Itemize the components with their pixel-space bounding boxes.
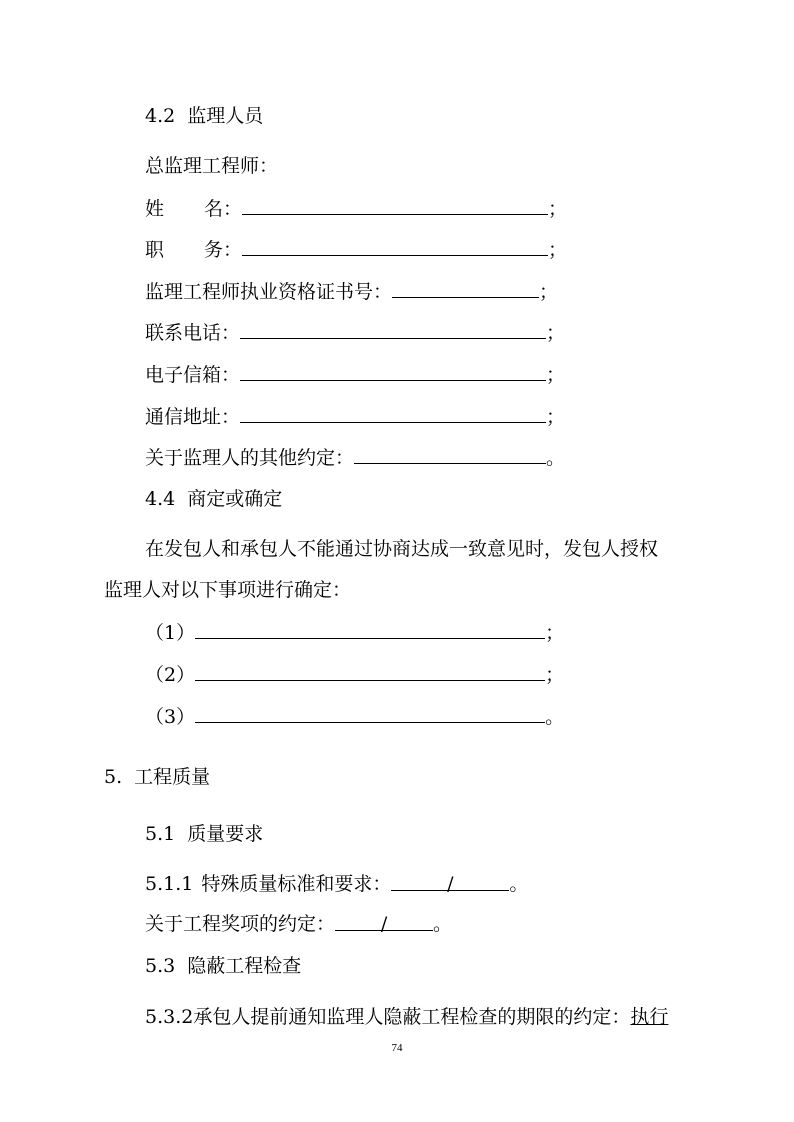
semicolon: ； <box>548 198 568 220</box>
section-5-1-1-row <box>145 872 528 896</box>
section-number: 4.4 <box>145 488 176 510</box>
item-end: ； <box>545 622 565 644</box>
semicolon: ； <box>546 364 566 386</box>
chief-supervisor-label: 总监理工程师： <box>145 155 279 177</box>
address-row <box>145 404 565 429</box>
address-label: 通信地址： <box>145 406 241 428</box>
item-number: （1） <box>145 622 196 644</box>
cert-field[interactable] <box>392 279 539 298</box>
other-label: 关于监理人的其他约定： <box>145 447 355 469</box>
item-number: （3） <box>145 706 196 728</box>
section-title: 质量要求 <box>187 823 264 845</box>
address-field[interactable] <box>240 404 546 423</box>
cert-label: 监理工程师执业资格证书号： <box>145 281 393 303</box>
award-row <box>145 912 452 936</box>
award-label: 关于工程奖项的约定： <box>145 913 336 935</box>
list-item-1 <box>145 620 564 645</box>
post-label-a: 职 <box>145 239 165 261</box>
semicolon: ； <box>539 281 559 303</box>
name-label-a: 姓 <box>145 198 165 220</box>
phone-row <box>145 320 565 345</box>
email-label: 电子信箱： <box>145 364 241 386</box>
period: 。 <box>433 913 453 935</box>
item-end: 。 <box>545 706 565 728</box>
section-4-2-heading <box>145 104 263 128</box>
section-5-3-heading <box>145 954 301 978</box>
semicolon: ； <box>546 406 566 428</box>
list-item-2 <box>145 662 564 687</box>
section-title: 商定或确定 <box>187 488 283 510</box>
quality-field[interactable] <box>391 872 509 895</box>
item-number: （2） <box>145 664 196 686</box>
post-row <box>145 237 567 262</box>
section-number: 5.1 <box>145 823 176 845</box>
section-title: 监理人员 <box>187 105 264 127</box>
item-field[interactable] <box>195 620 545 639</box>
award-field[interactable] <box>335 912 433 935</box>
section-number: 5.3.2 <box>145 1006 194 1028</box>
section-5-heading <box>104 765 210 789</box>
award-value: / <box>380 913 388 935</box>
phone-label: 联系电话： <box>145 322 241 344</box>
semicolon: ； <box>548 239 568 261</box>
section-5-3-2-row <box>145 1005 668 1029</box>
other-field[interactable] <box>354 445 546 464</box>
page-number: 74 <box>391 1042 403 1054</box>
post-field[interactable] <box>242 237 548 256</box>
email-row <box>145 362 565 387</box>
section-title: 隐蔽工程检查 <box>187 955 302 977</box>
quality-label: 特殊质量标准和要求： <box>201 873 392 895</box>
paragraph-line-1: 在发包人和承包人不能通过协商达成一致意见时，发包人授权 <box>145 538 659 560</box>
name-label-b: 名： <box>204 198 243 220</box>
paragraph-line-2: 监理人对以下事项进行确定： <box>104 579 352 601</box>
section-number: 4.2 <box>145 105 176 127</box>
item-end: ； <box>545 664 565 686</box>
email-field[interactable] <box>240 362 546 381</box>
semicolon: ； <box>546 322 566 344</box>
section-title: 工程质量 <box>134 766 211 788</box>
phone-field[interactable] <box>240 320 546 339</box>
section-number: 5.1.1 <box>145 873 194 895</box>
item-field[interactable] <box>195 662 545 681</box>
item-field[interactable] <box>195 704 545 723</box>
notice-tail: 执行 <box>630 1006 669 1028</box>
post-label-b: 务： <box>204 239 243 261</box>
list-item-3 <box>145 704 564 729</box>
name-field[interactable] <box>242 196 548 215</box>
name-row <box>145 196 567 221</box>
section-number: 5. <box>104 766 123 788</box>
period: 。 <box>509 873 529 895</box>
period: 。 <box>546 447 566 469</box>
section-number: 5.3 <box>145 955 176 977</box>
quality-value: / <box>447 873 454 895</box>
section-4-4-heading <box>145 487 282 511</box>
notice-label: 承包人提前通知监理人隐蔽工程检查的期限的约定： <box>193 1006 631 1028</box>
other-agreement-row <box>145 445 565 470</box>
cert-row <box>145 279 558 304</box>
section-5-1-heading <box>145 822 263 846</box>
